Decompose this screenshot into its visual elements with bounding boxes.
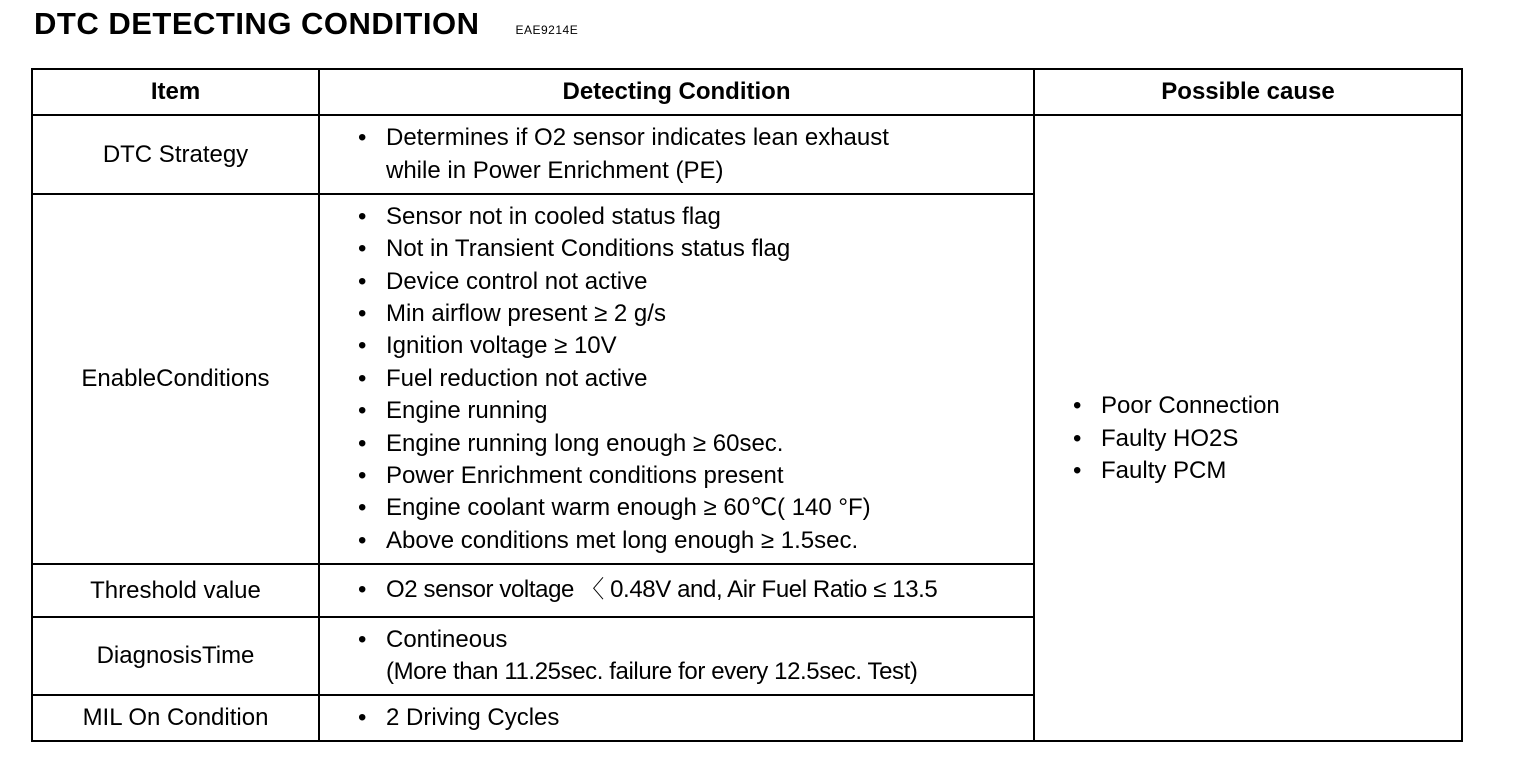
condition-text: Determines if O2 sensor indicates lean exhaust (386, 124, 889, 152)
dtc-table (31, 68, 1463, 742)
item-cell: DTC Strategy (32, 115, 319, 194)
list-item: • Device control not active (358, 266, 1033, 298)
list-item (358, 122, 1033, 187)
possible-cause-list (1035, 390, 1461, 487)
condition-list (320, 624, 1033, 689)
document-code: EAE9214E (515, 23, 579, 37)
list-item: • Faulty HO2S (1073, 423, 1461, 455)
list-item: • Sensor not in cooled status flag (358, 201, 1033, 233)
condition-text: Contineous (386, 625, 508, 653)
list-item: • Fuel reduction not active (358, 363, 1033, 395)
column-header-item: Item (32, 69, 319, 115)
list-item: • Power Enrichment conditions present (358, 460, 1033, 492)
condition-list (320, 702, 1033, 734)
column-header-detecting-condition: Detecting Condition (319, 69, 1034, 115)
condition-cell (319, 695, 1034, 741)
item-cell: MIL On Condition (32, 695, 319, 741)
condition-cell (319, 564, 1034, 617)
list-item: • Poor Connection (1073, 390, 1461, 422)
list-item: • O2 sensor voltage 〈 0.48V and, Air Fuel Ratio ≤ 13.5 (358, 574, 1033, 606)
list-item: • Above conditions met long enough ≥ 1.5sec. (358, 525, 1033, 557)
condition-cell (319, 115, 1034, 194)
list-item: • Faulty PCM (1073, 455, 1461, 487)
list-item (358, 624, 1033, 689)
possible-cause-cell (1034, 115, 1462, 741)
condition-continuation: while in Power Enrichment (PE) (386, 156, 724, 184)
condition-cell (319, 617, 1034, 695)
condition-list (320, 574, 1033, 606)
item-cell: Threshold value (32, 564, 319, 617)
table-header-row (32, 69, 1462, 115)
list-item: • Engine running (358, 395, 1033, 427)
item-cell: DiagnosisTime (32, 617, 319, 695)
list-item: • Engine running long enough ≥ 60sec. (358, 428, 1033, 460)
condition-continuation: (More than 11.25sec. failure for every 12.5sec. Test) (386, 658, 918, 685)
table-row-dtc-strategy (32, 115, 1462, 194)
list-item: • Min airflow present ≥ 2 g/s (358, 298, 1033, 330)
list-item: • Not in Transient Conditions status flag (358, 233, 1033, 265)
page-title: DTC DETECTING CONDITION (34, 6, 480, 41)
list-item: • Engine coolant warm enough ≥ 60℃( 140 °F) (358, 492, 1033, 524)
list-item: • 2 Driving Cycles (358, 702, 1033, 734)
title-row (34, 6, 578, 46)
condition-list (320, 201, 1033, 557)
column-header-possible-cause: Possible cause (1034, 69, 1462, 115)
list-item: • Ignition voltage ≥ 10V (358, 330, 1033, 362)
item-cell: EnableConditions (32, 194, 319, 564)
condition-list (320, 122, 1033, 187)
condition-cell (319, 194, 1034, 564)
